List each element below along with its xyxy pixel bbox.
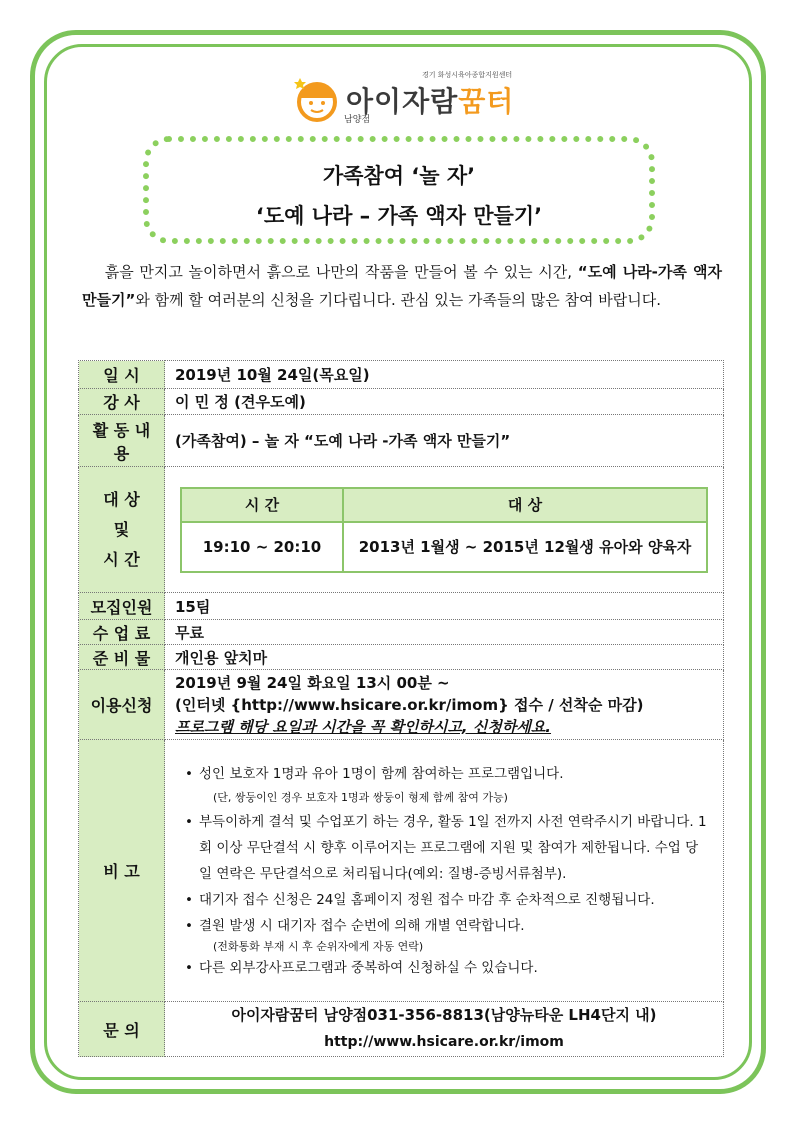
intro-text-before: 흙을 만지고 놀이하면서 흙으로 나만의 작품을 만들어 볼 수 있는 시간,: [104, 263, 578, 281]
logo-name-part2: 꿈터: [458, 85, 515, 118]
contact-url[interactable]: http://www.hsicare.or.kr/imom: [324, 1034, 564, 1050]
remark-item: [185, 761, 709, 809]
title-line-2: ‘도예 나라 – 가족 액자 만들기’: [255, 204, 543, 228]
label-target: 대 상: [103, 489, 140, 509]
title-line-1: 가족참여 ‘놀 자’: [322, 164, 476, 188]
row-capacity: [79, 593, 724, 620]
label-supplies: 준 비 물: [79, 645, 165, 670]
label-apply: 이용신청: [79, 670, 165, 740]
remark-subnote: (단, 쌍둥이인 경우 보호자 1명과 쌍둥이 형제 함께 참여 가능): [213, 790, 508, 804]
apply-date: 2019년 9월 24일 화요일 13시 00분 ~: [175, 673, 450, 692]
apply-notice: 프로그램 해당 요일과 시간을 꼭 확인하시고, 신청하세요.: [175, 717, 552, 736]
schedule-target: 2013년 1월생 ~ 2015년 12월생 유아와 양육자: [343, 522, 707, 572]
label-fee: 수 업 료: [79, 620, 165, 645]
schedule-head-time: 시 간: [181, 488, 343, 522]
remark-item: [185, 913, 709, 955]
label-contact: 문 의: [79, 1002, 165, 1057]
value-date: 2019년 10월 24일(목요일): [165, 361, 724, 389]
apply-method: (인터넷 {http://www.hsicare.or.kr/imom} 접수 / 선착순 마감): [175, 695, 644, 714]
schedule-time: 19:10 ~ 20:10: [181, 522, 343, 572]
contact-phone: 아이자람꿈터 남양점031-356-8813(남양뉴타운 LH4단지 내): [231, 1006, 657, 1024]
remark-subnote: (전화통화 부재 시 후 순위자에게 자동 연락): [213, 939, 424, 953]
schedule-head-target: 대 상: [343, 488, 707, 522]
remark-item: • 다른 외부강사프로그램과 중복하여 신청하실 수 있습니다.: [185, 955, 709, 981]
remark-text: 성인 보호자 1명과 유아 1명이 함께 참여하는 프로그램입니다.: [199, 765, 564, 782]
row-supplies: [79, 645, 724, 670]
label-activity: 활 동 내 용: [79, 415, 165, 467]
intro-text-after: 와 함께 할 여러분의 신청을 기다립니다. 관심 있는 가족들의 많은 참여 바랍니다.: [135, 291, 662, 309]
label-capacity: 모집인원: [79, 593, 165, 620]
value-instructor: 이 민 정 (견우도예): [165, 389, 724, 415]
row-apply: [79, 670, 724, 740]
value-supplies: 개인용 앞치마: [165, 645, 724, 670]
row-fee: [79, 620, 724, 645]
info-table: [78, 360, 724, 1057]
remark-item: • 부득이하게 결석 및 수업포기 하는 경우, 활동 1일 전까지 사전 연락주시기 바랍니다. 1회 이상 무단결석 시 향후 이루어지는 프로그램에 지원 및 참여가 제한됩니다. 수업 당일 연락은 무단결석으로 처리됩니다(예외: 질병-증빙서류첨부).: [185, 809, 709, 887]
row-target-time: [79, 467, 724, 593]
child-face-icon: [294, 76, 340, 122]
schedule-row: [181, 522, 707, 572]
apply-cell: [165, 670, 724, 740]
title-box: [143, 136, 655, 244]
logo-branch: 남양점: [344, 115, 371, 125]
label-and: 및: [113, 519, 130, 539]
row-contact: [79, 1002, 724, 1057]
contact-cell: [165, 1002, 724, 1057]
label-time: 시 간: [103, 549, 140, 569]
schedule-header-row: [181, 488, 707, 522]
remark-text: 결원 발생 시 대기자 접수 순번에 의해 개별 연락합니다.: [199, 917, 525, 934]
logo-org-name: 경기 화성시육아종합지원센터: [422, 71, 513, 79]
target-time-cell: [165, 467, 724, 593]
intro-highlight: “도예 나라-가족 액자 만들기”: [82, 263, 722, 309]
logo-name: [346, 80, 514, 120]
row-remarks: [79, 740, 724, 1002]
center-logo: [290, 66, 530, 130]
row-activity: [79, 415, 724, 467]
label-date: 일 시: [79, 361, 165, 389]
label-instructor: 강 사: [79, 389, 165, 415]
label-remarks: 비 고: [79, 740, 165, 1002]
value-capacity: 15팀: [165, 593, 724, 620]
value-fee: 무료: [165, 620, 724, 645]
schedule-subtable: [180, 487, 708, 573]
remarks-cell: [165, 740, 724, 1002]
label-target-time: [79, 467, 165, 593]
remark-item: • 대기자 접수 신청은 24일 홈페이지 정원 접수 마감 후 순차적으로 진행됩니다.: [185, 887, 709, 913]
intro-paragraph: [82, 258, 722, 314]
value-activity: (가족참여) – 놀 자 “도예 나라 -가족 액자 만들기”: [165, 415, 724, 467]
row-instructor: [79, 389, 724, 415]
remarks-list: [185, 761, 709, 981]
logo-name-part1: 아이자람: [346, 85, 459, 118]
row-date: [79, 361, 724, 389]
